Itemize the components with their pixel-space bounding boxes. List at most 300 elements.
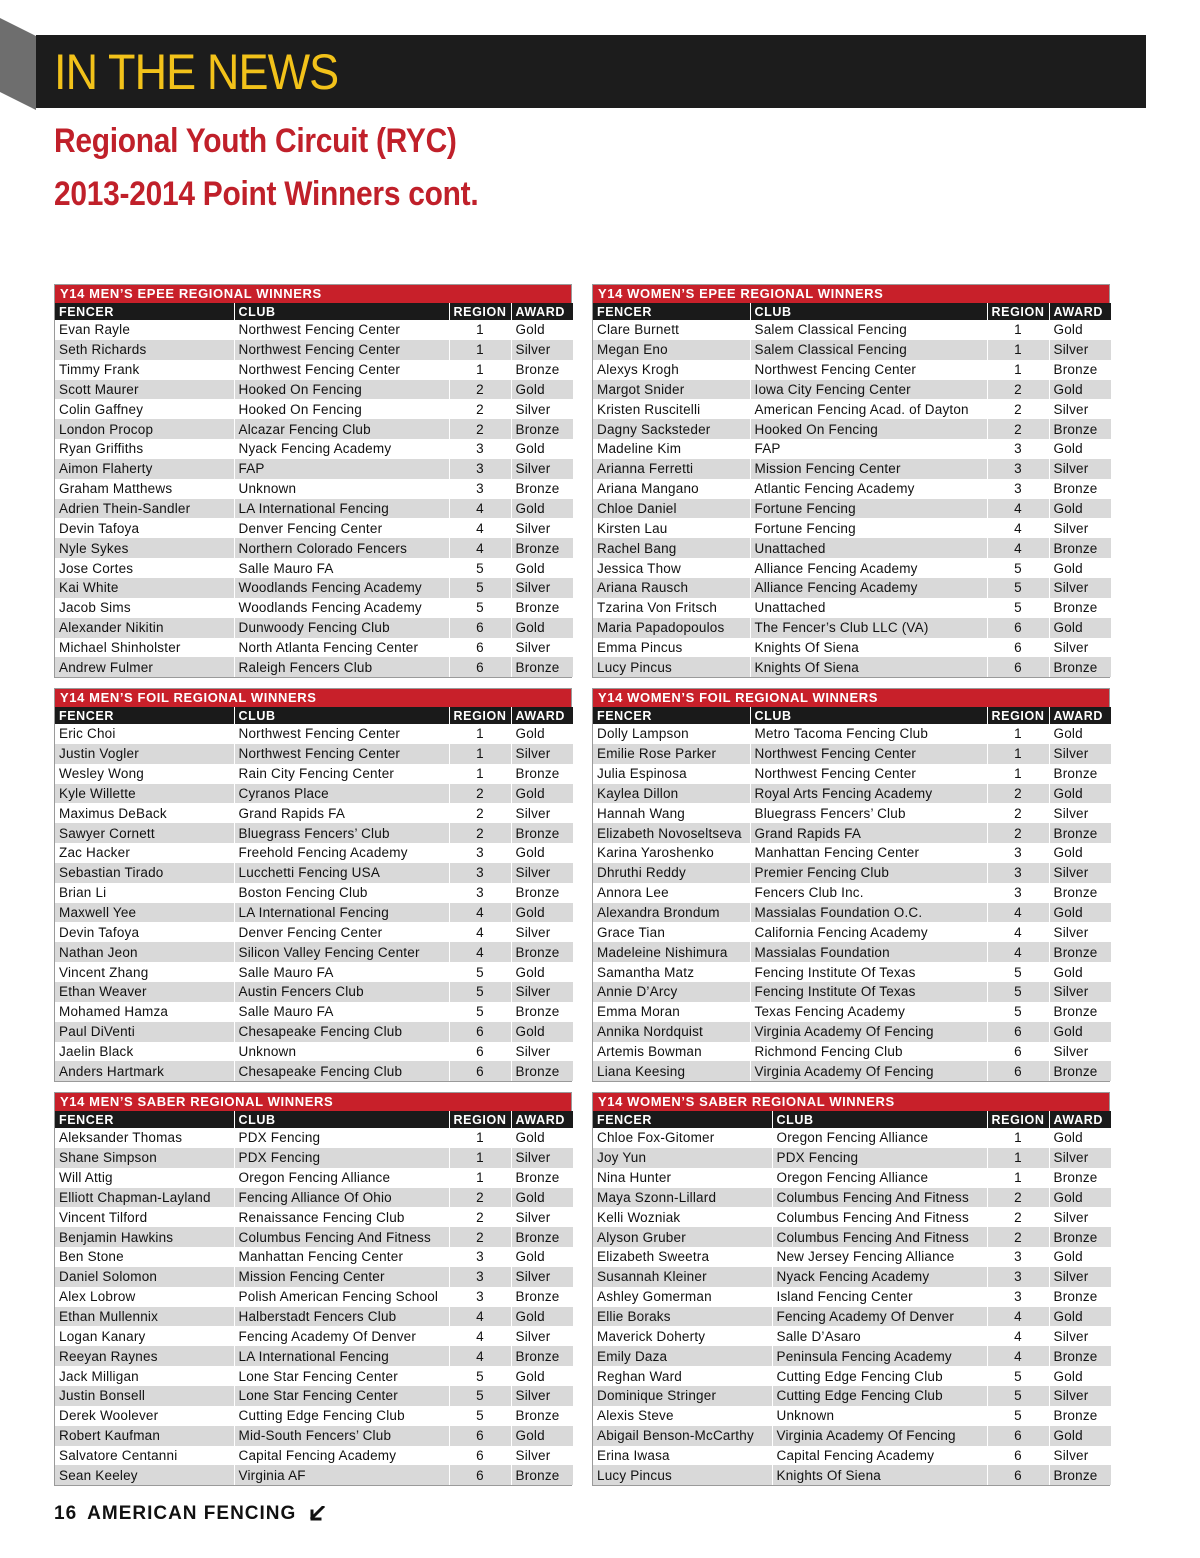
fencer-cell: Alexis Steve (593, 1406, 772, 1426)
region-cell: 6 (987, 1426, 1049, 1446)
table-row (593, 380, 1111, 400)
club-cell: Fortune Fencing (750, 518, 987, 538)
award-cell: Silver (511, 459, 573, 479)
award-cell: Gold (1049, 1366, 1111, 1386)
table-row (593, 764, 1111, 784)
fencer-cell: Evan Rayle (55, 320, 234, 340)
column-header-club: CLUB (234, 707, 449, 724)
fencer-cell: Dagny Sacksteder (593, 419, 750, 439)
club-cell: Salle Mauro FA (234, 962, 449, 982)
column-header-fencer: FENCER (593, 1111, 772, 1128)
award-cell: Gold (1049, 903, 1111, 923)
club-cell: Cutting Edge Fencing Club (772, 1366, 987, 1386)
fencer-cell: Lucy Pincus (593, 657, 750, 677)
fencer-cell: Kristen Ruscitelli (593, 399, 750, 419)
table-row (593, 1247, 1111, 1267)
club-cell: Polish American Fencing School (234, 1287, 449, 1307)
fencer-cell: Ben Stone (55, 1247, 234, 1267)
award-cell: Bronze (1049, 1002, 1111, 1022)
fencer-cell: Madeline Kim (593, 439, 750, 459)
region-cell: 2 (987, 419, 1049, 439)
club-cell: PDX Fencing (234, 1148, 449, 1168)
award-cell: Gold (1049, 843, 1111, 863)
award-cell: Silver (1049, 638, 1111, 658)
table-row (55, 518, 573, 538)
fencer-cell: Annie D’Arcy (593, 982, 750, 1002)
club-cell: Woodlands Fencing Academy (234, 578, 449, 598)
region-cell: 5 (449, 982, 511, 1002)
column-header-fencer: FENCER (55, 303, 234, 320)
region-cell: 3 (987, 459, 1049, 479)
column-header-award: AWARD (1049, 303, 1111, 320)
fencer-cell: Graham Matthews (55, 479, 234, 499)
club-cell: Alliance Fencing Academy (750, 558, 987, 578)
award-cell: Gold (1049, 1307, 1111, 1327)
award-cell: Bronze (1049, 1227, 1111, 1247)
award-cell: Silver (511, 638, 573, 658)
award-cell: Gold (511, 618, 573, 638)
club-cell: Premier Fencing Club (750, 863, 987, 883)
award-cell: Gold (511, 1128, 573, 1148)
region-cell: 2 (987, 1188, 1049, 1208)
table-row (55, 1227, 573, 1247)
club-cell: PDX Fencing (772, 1148, 987, 1168)
region-cell: 5 (987, 962, 1049, 982)
table-row (593, 1061, 1111, 1081)
page-number: 16 (54, 1503, 78, 1524)
table-row (55, 982, 573, 1002)
fencer-cell: Vincent Tilford (55, 1207, 234, 1227)
fencer-cell: Elliott Chapman-Layland (55, 1188, 234, 1208)
region-cell: 6 (449, 1042, 511, 1062)
award-cell: Gold (511, 1188, 573, 1208)
award-cell: Silver (511, 399, 573, 419)
table-row (593, 360, 1111, 380)
region-cell: 5 (449, 962, 511, 982)
magazine-name: AMERICAN FENCING (87, 1503, 297, 1524)
column-header-region: REGION (449, 1111, 511, 1128)
club-cell: LA International Fencing (234, 499, 449, 519)
fencer-cell: Reeyan Raynes (55, 1346, 234, 1366)
region-cell: 5 (449, 578, 511, 598)
club-cell: Oregon Fencing Alliance (772, 1168, 987, 1188)
region-cell: 2 (987, 399, 1049, 419)
fencer-cell: Alexander Nikitin (55, 618, 234, 638)
award-cell: Bronze (511, 1002, 573, 1022)
club-cell: Northern Colorado Fencers (234, 538, 449, 558)
award-cell: Bronze (511, 1168, 573, 1188)
award-cell: Gold (1049, 1247, 1111, 1267)
fencer-cell: Chloe Daniel (593, 499, 750, 519)
region-cell: 1 (449, 320, 511, 340)
region-cell: 4 (987, 903, 1049, 923)
table-title: Y14 MEN’S FOIL REGIONAL WINNERS (55, 689, 571, 707)
award-cell: Bronze (1049, 1287, 1111, 1307)
fencer-cell: Justin Bonsell (55, 1386, 234, 1406)
club-cell: Capital Fencing Academy (772, 1446, 987, 1466)
region-cell: 6 (449, 638, 511, 658)
table-row (593, 1426, 1111, 1446)
award-cell: Silver (511, 340, 573, 360)
fencer-cell: Paul DiVenti (55, 1022, 234, 1042)
column-header-club: CLUB (750, 707, 987, 724)
region-cell: 2 (987, 803, 1049, 823)
club-cell: LA International Fencing (234, 903, 449, 923)
table-row (55, 419, 573, 439)
region-cell: 1 (449, 360, 511, 380)
region-cell: 2 (987, 1207, 1049, 1227)
table-row (593, 598, 1111, 618)
results-grid (593, 707, 1111, 1081)
award-cell: Bronze (1049, 883, 1111, 903)
award-cell: Gold (1049, 724, 1111, 744)
fencer-cell: Ethan Weaver (55, 982, 234, 1002)
award-cell: Silver (1049, 863, 1111, 883)
fencer-cell: Jack Milligan (55, 1366, 234, 1386)
fencer-cell: Alex Lobrow (55, 1287, 234, 1307)
table-row (593, 962, 1111, 982)
results-table (54, 284, 572, 678)
column-header-club: CLUB (750, 303, 987, 320)
table-row (55, 1042, 573, 1062)
fencer-cell: Sawyer Cornett (55, 823, 234, 843)
club-cell: Northwest Fencing Center (234, 744, 449, 764)
award-cell: Gold (511, 843, 573, 863)
award-cell: Silver (1049, 399, 1111, 419)
region-cell: 6 (449, 1022, 511, 1042)
fencer-cell: Maria Papadopoulos (593, 618, 750, 638)
table-row (55, 1446, 573, 1466)
award-cell: Gold (511, 380, 573, 400)
fencer-cell: Dhruthi Reddy (593, 863, 750, 883)
table-row (55, 823, 573, 843)
column-header-club: CLUB (772, 1111, 987, 1128)
fencing-logo-icon (309, 1506, 327, 1522)
club-cell: Mid-South Fencers’ Club (234, 1426, 449, 1446)
club-cell: Columbus Fencing And Fitness (772, 1207, 987, 1227)
table-row (593, 439, 1111, 459)
region-cell: 1 (987, 360, 1049, 380)
award-cell: Silver (511, 1386, 573, 1406)
region-cell: 4 (987, 922, 1049, 942)
fencer-cell: Alyson Gruber (593, 1227, 772, 1247)
fencer-cell: Mohamed Hamza (55, 1002, 234, 1022)
column-header-fencer: FENCER (593, 707, 750, 724)
region-cell: 4 (449, 1307, 511, 1327)
club-cell: Capital Fencing Academy (234, 1446, 449, 1466)
fencer-cell: Annora Lee (593, 883, 750, 903)
club-cell: Halberstadt Fencers Club (234, 1307, 449, 1327)
club-cell: Atlantic Fencing Academy (750, 479, 987, 499)
region-cell: 4 (987, 518, 1049, 538)
table-row (593, 883, 1111, 903)
region-cell: 4 (987, 499, 1049, 519)
table-row (55, 1426, 573, 1446)
results-grid (593, 303, 1111, 677)
article-title-line-1: Regional Youth Circuit (RYC) (54, 122, 457, 160)
table-title: Y14 WOMEN’S FOIL REGIONAL WINNERS (593, 689, 1109, 707)
fencer-cell: Kyle Willette (55, 784, 234, 804)
fencer-cell: Dominique Stringer (593, 1386, 772, 1406)
award-cell: Silver (1049, 1446, 1111, 1466)
fencer-cell: Reghan Ward (593, 1366, 772, 1386)
club-cell: North Atlanta Fencing Center (234, 638, 449, 658)
region-cell: 6 (987, 1446, 1049, 1466)
table-row (593, 1128, 1111, 1148)
award-cell: Bronze (1049, 1168, 1111, 1188)
region-cell: 5 (987, 1366, 1049, 1386)
club-cell: California Fencing Academy (750, 922, 987, 942)
award-cell: Bronze (511, 942, 573, 962)
club-cell: FAP (750, 439, 987, 459)
fencer-cell: Grace Tian (593, 922, 750, 942)
table-row (55, 538, 573, 558)
award-cell: Silver (511, 1148, 573, 1168)
region-cell: 3 (449, 1247, 511, 1267)
award-cell: Bronze (511, 1227, 573, 1247)
table-row (55, 657, 573, 677)
table-row (593, 1446, 1111, 1466)
table-row (593, 499, 1111, 519)
award-cell: Bronze (511, 1346, 573, 1366)
region-cell: 1 (987, 1128, 1049, 1148)
region-cell: 2 (449, 1227, 511, 1247)
table-row (593, 1287, 1111, 1307)
corner-tab-decoration (0, 18, 36, 110)
award-cell: Gold (1049, 1426, 1111, 1446)
club-cell: Fencing Academy Of Denver (772, 1307, 987, 1327)
table-row (593, 1346, 1111, 1366)
region-cell: 1 (449, 1148, 511, 1168)
award-cell: Gold (511, 499, 573, 519)
table-row (593, 1002, 1111, 1022)
fencer-cell: Samantha Matz (593, 962, 750, 982)
club-cell: Salem Classical Fencing (750, 340, 987, 360)
award-cell: Bronze (1049, 764, 1111, 784)
fencer-cell: Emilie Rose Parker (593, 744, 750, 764)
region-cell: 3 (449, 1287, 511, 1307)
results-table (592, 688, 1110, 1082)
award-cell: Gold (511, 558, 573, 578)
region-cell: 4 (987, 1346, 1049, 1366)
table-row (55, 1022, 573, 1042)
club-cell: Nyack Fencing Academy (772, 1267, 987, 1287)
award-cell: Gold (511, 903, 573, 923)
award-cell: Bronze (511, 598, 573, 618)
award-cell: Bronze (511, 1061, 573, 1081)
fencer-cell: Kai White (55, 578, 234, 598)
table-row (55, 724, 573, 744)
fencer-cell: Zac Hacker (55, 843, 234, 863)
club-cell: Grand Rapids FA (234, 803, 449, 823)
fencer-cell: Daniel Solomon (55, 1267, 234, 1287)
region-cell: 4 (449, 942, 511, 962)
table-row (55, 962, 573, 982)
column-header-award: AWARD (1049, 707, 1111, 724)
club-cell: Northwest Fencing Center (750, 360, 987, 380)
fencer-cell: Abigail Benson-McCarthy (593, 1426, 772, 1446)
table-row (593, 863, 1111, 883)
club-cell: Unknown (772, 1406, 987, 1426)
table-row (593, 1366, 1111, 1386)
region-cell: 6 (449, 1061, 511, 1081)
club-cell: Cutting Edge Fencing Club (772, 1386, 987, 1406)
award-cell: Silver (1049, 459, 1111, 479)
column-header-award: AWARD (511, 707, 573, 724)
results-table (54, 1092, 572, 1486)
column-header-award: AWARD (511, 303, 573, 320)
region-cell: 6 (449, 1465, 511, 1485)
region-cell: 6 (449, 1446, 511, 1466)
region-cell: 1 (449, 724, 511, 744)
fencer-cell: Erina Iwasa (593, 1446, 772, 1466)
table-row (55, 360, 573, 380)
fencer-cell: Joy Yun (593, 1148, 772, 1168)
club-cell: Manhattan Fencing Center (750, 843, 987, 863)
award-cell: Silver (511, 518, 573, 538)
table-row (55, 1346, 573, 1366)
table-row (593, 982, 1111, 1002)
club-cell: Alcazar Fencing Club (234, 419, 449, 439)
region-cell: 1 (449, 1168, 511, 1188)
fencer-cell: Kelli Wozniak (593, 1207, 772, 1227)
region-cell: 4 (987, 538, 1049, 558)
region-cell: 3 (987, 1287, 1049, 1307)
table-row (593, 657, 1111, 677)
award-cell: Silver (511, 863, 573, 883)
region-cell: 6 (987, 1022, 1049, 1042)
region-cell: 1 (987, 724, 1049, 744)
region-cell: 1 (987, 1148, 1049, 1168)
region-cell: 3 (449, 1267, 511, 1287)
club-cell: Massialas Foundation O.C. (750, 903, 987, 923)
club-cell: Richmond Fencing Club (750, 1042, 987, 1062)
page-footer (54, 1503, 327, 1525)
award-cell: Silver (1049, 1386, 1111, 1406)
club-cell: Silicon Valley Fencing Center (234, 942, 449, 962)
fencer-cell: Vincent Zhang (55, 962, 234, 982)
award-cell: Gold (1049, 784, 1111, 804)
table-row (593, 518, 1111, 538)
club-cell: Virginia Academy Of Fencing (750, 1022, 987, 1042)
region-cell: 5 (987, 558, 1049, 578)
fencer-cell: Timmy Frank (55, 360, 234, 380)
club-cell: Renaissance Fencing Club (234, 1207, 449, 1227)
region-cell: 5 (449, 1366, 511, 1386)
award-cell: Silver (1049, 1148, 1111, 1168)
table-row (55, 459, 573, 479)
region-cell: 5 (449, 1406, 511, 1426)
award-cell: Silver (1049, 803, 1111, 823)
club-cell: Royal Arts Fencing Academy (750, 784, 987, 804)
club-cell: Iowa City Fencing Center (750, 380, 987, 400)
club-cell: Knights Of Siena (772, 1465, 987, 1485)
column-header-region: REGION (987, 707, 1049, 724)
column-header-award: AWARD (1049, 1111, 1111, 1128)
club-cell: Mission Fencing Center (750, 459, 987, 479)
region-cell: 5 (987, 1406, 1049, 1426)
club-cell: Oregon Fencing Alliance (234, 1168, 449, 1188)
region-cell: 3 (987, 863, 1049, 883)
fencer-cell: Kaylea Dillon (593, 784, 750, 804)
club-cell: Northwest Fencing Center (234, 320, 449, 340)
region-cell: 4 (449, 518, 511, 538)
fencer-cell: Maya Szonn-Lillard (593, 1188, 772, 1208)
fencer-cell: Ryan Griffiths (55, 439, 234, 459)
table-row (55, 1386, 573, 1406)
award-cell: Bronze (511, 883, 573, 903)
table-row (593, 1168, 1111, 1188)
award-cell: Silver (511, 982, 573, 1002)
table-row (593, 479, 1111, 499)
table-row (55, 499, 573, 519)
results-table (592, 1092, 1110, 1486)
table-row (55, 764, 573, 784)
region-cell: 6 (987, 1042, 1049, 1062)
award-cell: Silver (1049, 1267, 1111, 1287)
club-cell: Raleigh Fencers Club (234, 657, 449, 677)
award-cell: Bronze (511, 1287, 573, 1307)
table-row (593, 1022, 1111, 1042)
club-cell: Nyack Fencing Academy (234, 439, 449, 459)
club-cell: LA International Fencing (234, 1346, 449, 1366)
table-row (593, 1465, 1111, 1485)
fencer-cell: Rachel Bang (593, 538, 750, 558)
table-row (593, 1267, 1111, 1287)
club-cell: Massialas Foundation (750, 942, 987, 962)
award-cell: Bronze (1049, 598, 1111, 618)
table-row (593, 903, 1111, 923)
award-cell: Gold (511, 1366, 573, 1386)
region-cell: 4 (449, 903, 511, 923)
club-cell: Metro Tacoma Fencing Club (750, 724, 987, 744)
award-cell: Gold (511, 1247, 573, 1267)
award-cell: Bronze (1049, 538, 1111, 558)
award-cell: Bronze (1049, 1346, 1111, 1366)
club-cell: Bluegrass Fencers’ Club (234, 823, 449, 843)
region-cell: 3 (987, 439, 1049, 459)
fencer-cell: Justin Vogler (55, 744, 234, 764)
fencer-cell: Lucy Pincus (593, 1465, 772, 1485)
club-cell: Unknown (234, 479, 449, 499)
region-cell: 1 (987, 320, 1049, 340)
region-cell: 4 (987, 1326, 1049, 1346)
fencer-cell: Anders Hartmark (55, 1061, 234, 1081)
award-cell: Gold (1049, 962, 1111, 982)
region-cell: 5 (987, 1002, 1049, 1022)
table-row (593, 558, 1111, 578)
club-cell: Fencing Alliance Of Ohio (234, 1188, 449, 1208)
fencer-cell: Devin Tafoya (55, 518, 234, 538)
table-row (55, 399, 573, 419)
award-cell: Gold (511, 962, 573, 982)
region-cell: 4 (987, 1307, 1049, 1327)
club-cell: Virginia Academy Of Fencing (772, 1426, 987, 1446)
club-cell: Knights Of Siena (750, 657, 987, 677)
club-cell: Salle Mauro FA (234, 558, 449, 578)
region-cell: 4 (449, 922, 511, 942)
award-cell: Bronze (511, 1465, 573, 1485)
club-cell: Fortune Fencing (750, 499, 987, 519)
region-cell: 5 (449, 1386, 511, 1406)
fencer-cell: Alexandra Brondum (593, 903, 750, 923)
club-cell: Dunwoody Fencing Club (234, 618, 449, 638)
award-cell: Gold (1049, 1022, 1111, 1042)
table-row (593, 1386, 1111, 1406)
table-row (593, 638, 1111, 658)
table-row (55, 1207, 573, 1227)
fencer-cell: Margot Snider (593, 380, 750, 400)
